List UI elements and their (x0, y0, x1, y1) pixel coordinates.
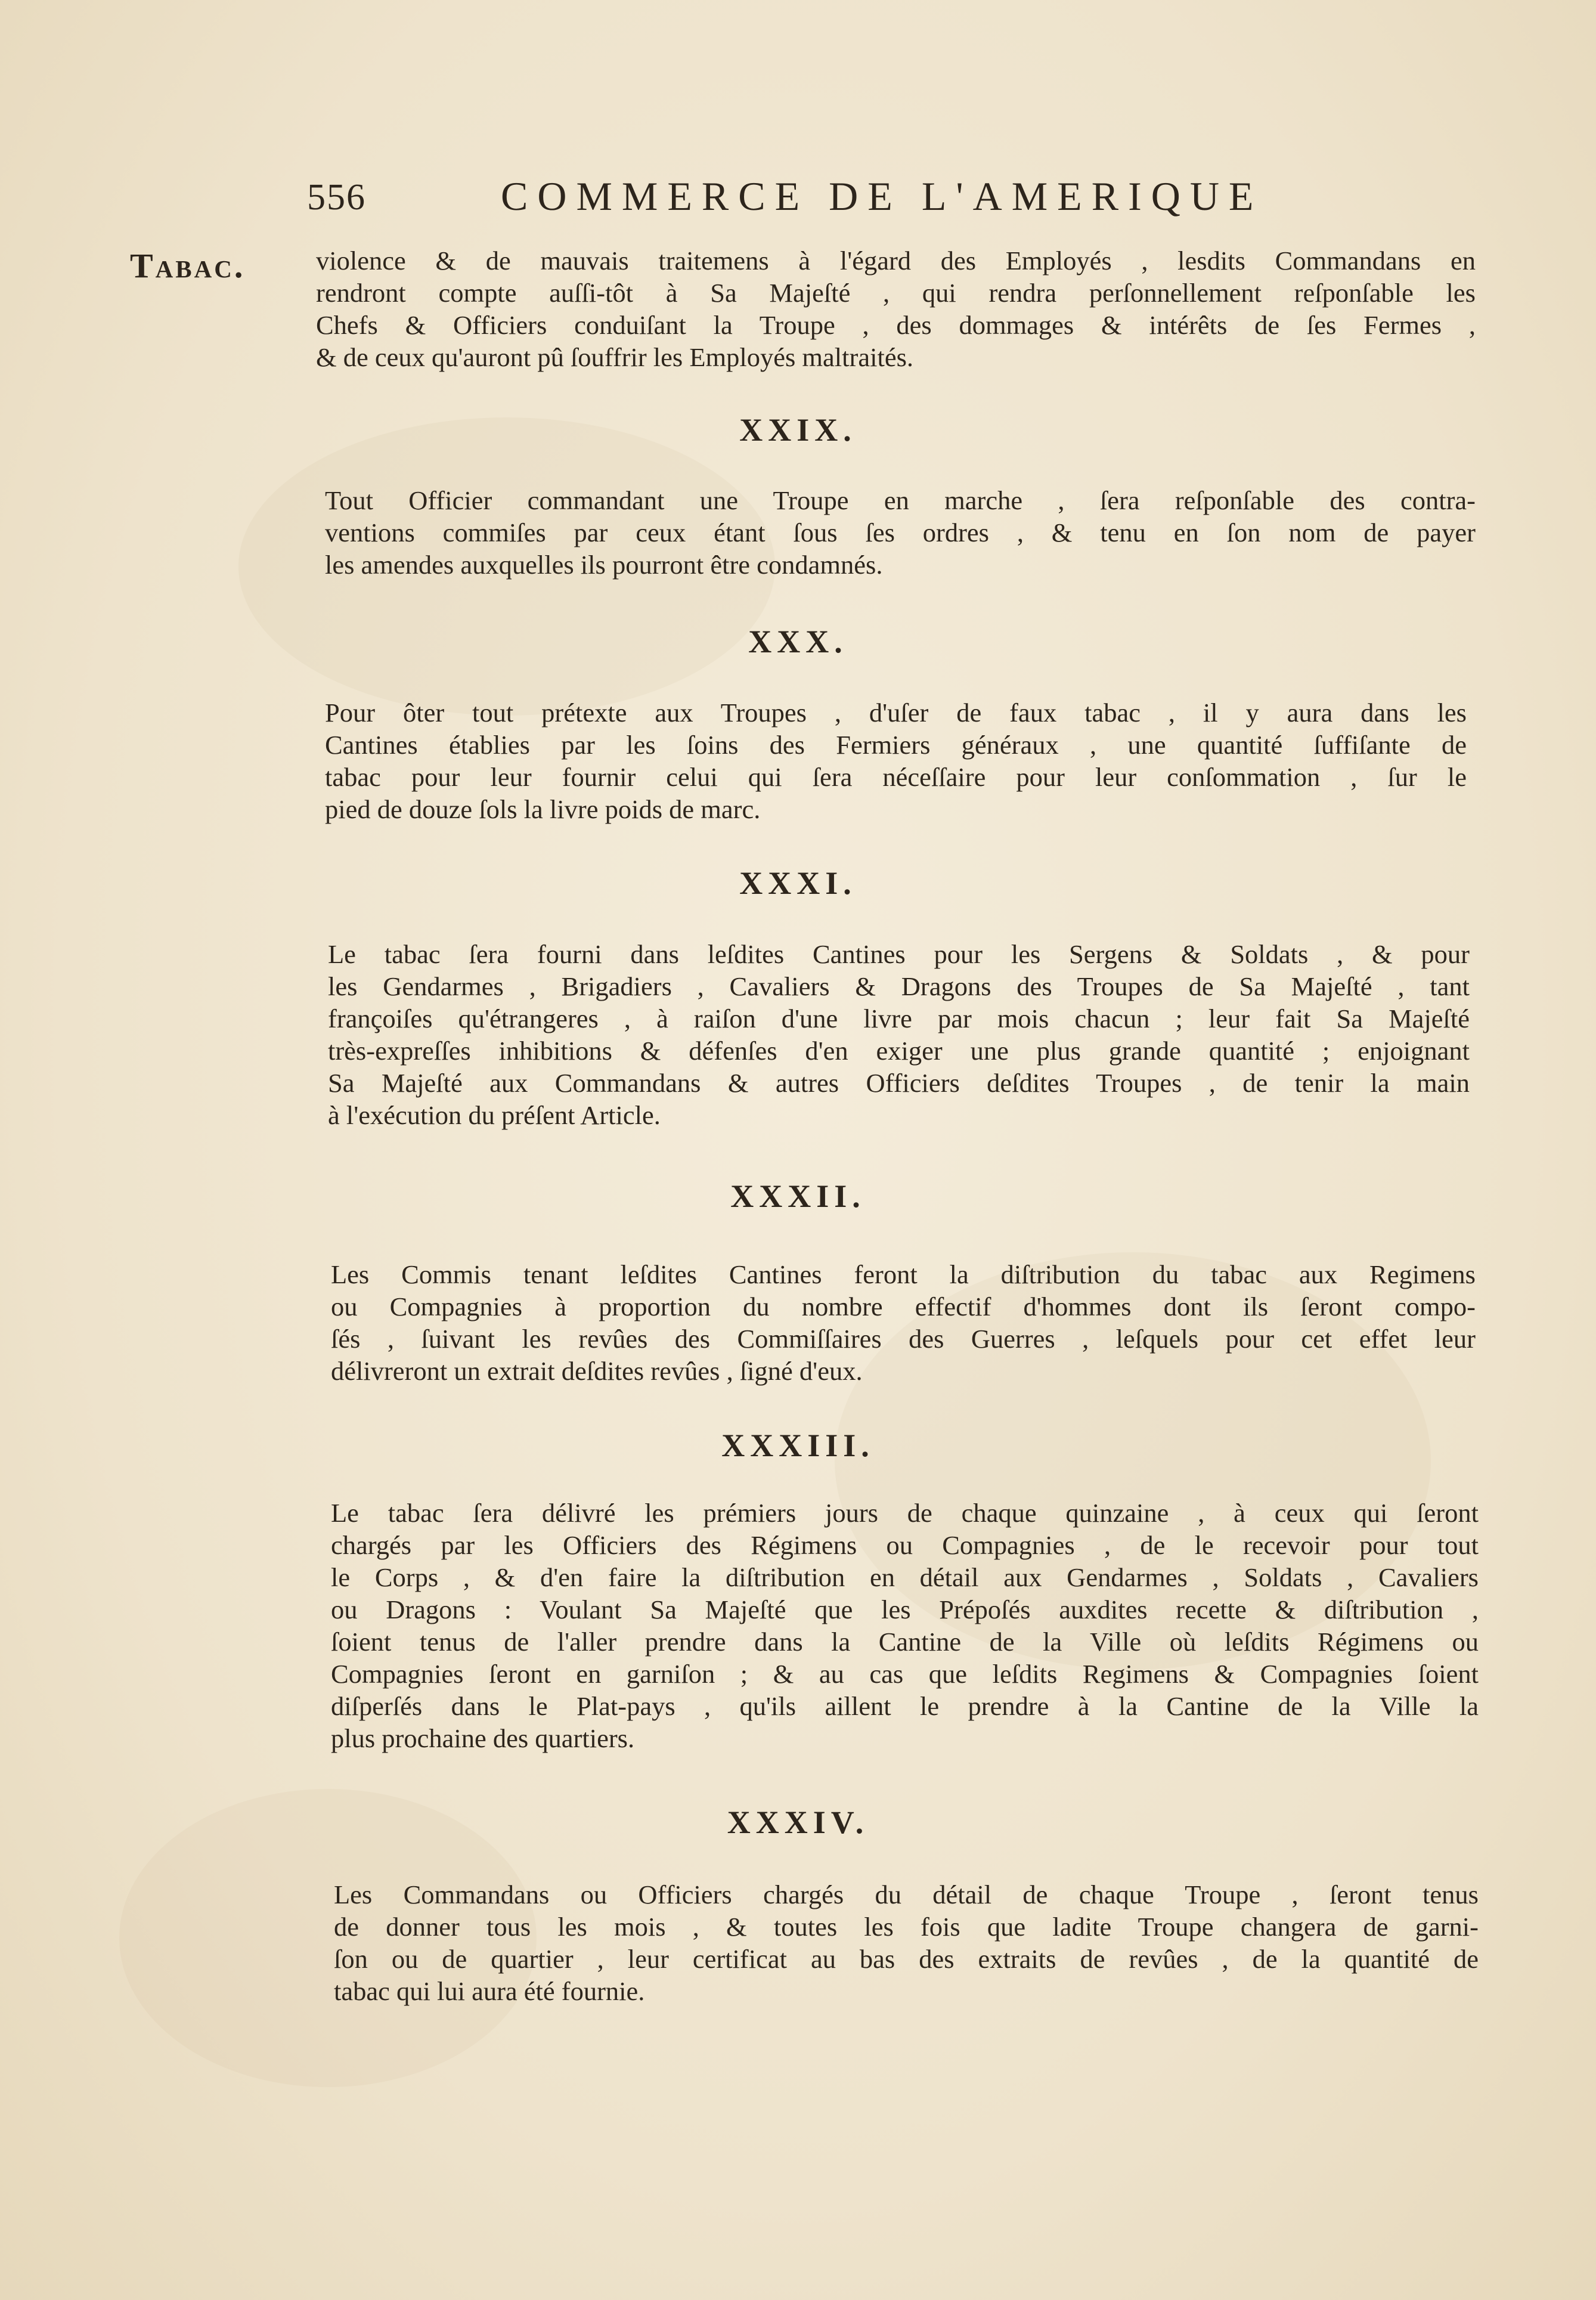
running-head-title: COMMERCE DE L'AMERIQUE (501, 174, 1263, 219)
text-line: Compagnies ſeront en garniſon ; & au cas que leſdits Regimens & Compagnies ſoient (331, 1659, 1479, 1689)
text-line: Le tabac ſera fourni dans leſdites Cantines pour les Sergens & Soldats , & pour (328, 939, 1470, 969)
article-heading-xxxiii: XXXIII. (721, 1428, 875, 1463)
text-line: le Corps , & d'en faire la diſtribution en détail aux Gendarmes , Soldats , Cavaliers (331, 1562, 1479, 1592)
text-line: très-expreſſes inhibitions & défenſes d'en exiger une plus grande quantité ; enjoignant (328, 1036, 1470, 1066)
text-line: ſon ou de quartier , leur certificat au bas des extraits de revûes , de la quantité de (334, 1944, 1479, 1974)
article-xxix-paragraph (325, 484, 1476, 581)
text-line: tabac pour leur fournir celui qui ſera néceſſaire pour leur conſommation , ſur le (325, 762, 1467, 792)
text-line: Les Commandans ou Officiers chargés du détail de chaque Troupe , ſeront tenus (334, 1880, 1479, 1909)
text-line: de donner tous les mois , & toutes les fois que ladite Troupe changera de garni- (334, 1912, 1479, 1942)
text-line: diſperſés dans le Plat-pays , qu'ils aillent le prendre à la Cantine de la Ville la (331, 1691, 1479, 1721)
article-xxxii-paragraph (331, 1258, 1476, 1387)
running-head (307, 174, 1303, 230)
intro-paragraph (316, 244, 1476, 373)
text-line: rendront compte auſſi-tôt à Sa Majeſté , qui rendra perſonnellement reſponſable les (316, 278, 1476, 308)
article-heading-xxxii: XXXII. (730, 1178, 866, 1214)
article-xxxiv-paragraph (334, 1878, 1479, 2007)
text-line: ventions commiſes par ceux étant ſous ſes ordres , & tenu en ſon nom de payer (325, 518, 1476, 547)
text-line: Chefs & Officiers conduiſant la Troupe , des dommages & intérêts de ſes Fermes , (316, 310, 1476, 340)
article-xxxiii-paragraph (331, 1497, 1479, 1754)
article-xxxi-paragraph (328, 938, 1470, 1131)
text-line: les Gendarmes , Brigadiers , Cavaliers & Dragons des Troupes de Sa Majeſté , tant (328, 971, 1470, 1001)
text-line: chargés par les Officiers des Régimens ou Compagnies , de le recevoir pour tout (331, 1530, 1479, 1560)
text-line: Sa Majeſté aux Commandans & autres Officiers deſdites Troupes , de tenir la main (328, 1068, 1470, 1098)
text-line: Cantines établies par les ſoins des Fermiers généraux , une quantité ſuffiſante de (325, 730, 1467, 760)
text-line: ou Dragons : Voulant Sa Majeſté que les Prépoſés auxdites recette & diſtribution , (331, 1595, 1479, 1624)
text-line: Le tabac ſera délivré les prémiers jours de chaque quinzaine , à ceux qui ſeront (331, 1498, 1479, 1528)
text-line: délivreront un extrait deſdites revûes , ſigné d'eux. (331, 1356, 863, 1386)
article-heading-xxix: XXIX. (739, 412, 857, 448)
text-line: violence & de mauvais traitemens à l'égard des Employés , lesdits Commandans en (316, 246, 1476, 275)
margin-note: Tabac. (130, 246, 246, 285)
text-line: Les Commis tenant leſdites Cantines feront la diſtribution du tabac aux Regimens (331, 1259, 1476, 1289)
text-line: françoiſes qu'étrangeres , à raiſon d'une livre par mois chacun ; leur fait Sa Majeſté (328, 1004, 1470, 1033)
text-line: ſés , ſuivant les revûes des Commiſſaires des Guerres , leſquels pour cet effet leur (331, 1324, 1476, 1354)
text-line: Tout Officier commandant une Troupe en marche , ſera reſponſable des contra- (325, 485, 1476, 515)
article-heading-xxxiv: XXXIV. (727, 1804, 869, 1840)
text-line: les amendes auxquelles ils pourront être condamnés. (325, 550, 883, 580)
text-line: ou Compagnies à proportion du nombre effectif d'hommes dont ils ſeront compo- (331, 1292, 1476, 1321)
article-heading-xxxi: XXXI. (739, 865, 857, 901)
page-number: 556 (307, 177, 366, 218)
text-line: pied de douze ſols la livre poids de marc. (325, 794, 761, 824)
text-line: ſoient tenus de l'aller prendre dans la Cantine de la Ville où leſdits Régimens ou (331, 1627, 1479, 1657)
article-heading-xxx: XXX. (748, 624, 848, 660)
text-line: à l'exécution du préſent Article. (328, 1100, 661, 1130)
text-line: & de ceux qu'auront pû ſouffrir les Employés maltraités. (316, 342, 914, 372)
text-line: plus prochaine des quartiers. (331, 1723, 635, 1753)
text-line: tabac qui lui aura été fournie. (334, 1976, 645, 2006)
text-line: Pour ôter tout prétexte aux Troupes , d'uſer de faux tabac , il y aura dans les (325, 698, 1467, 728)
article-xxx-paragraph (325, 696, 1467, 825)
